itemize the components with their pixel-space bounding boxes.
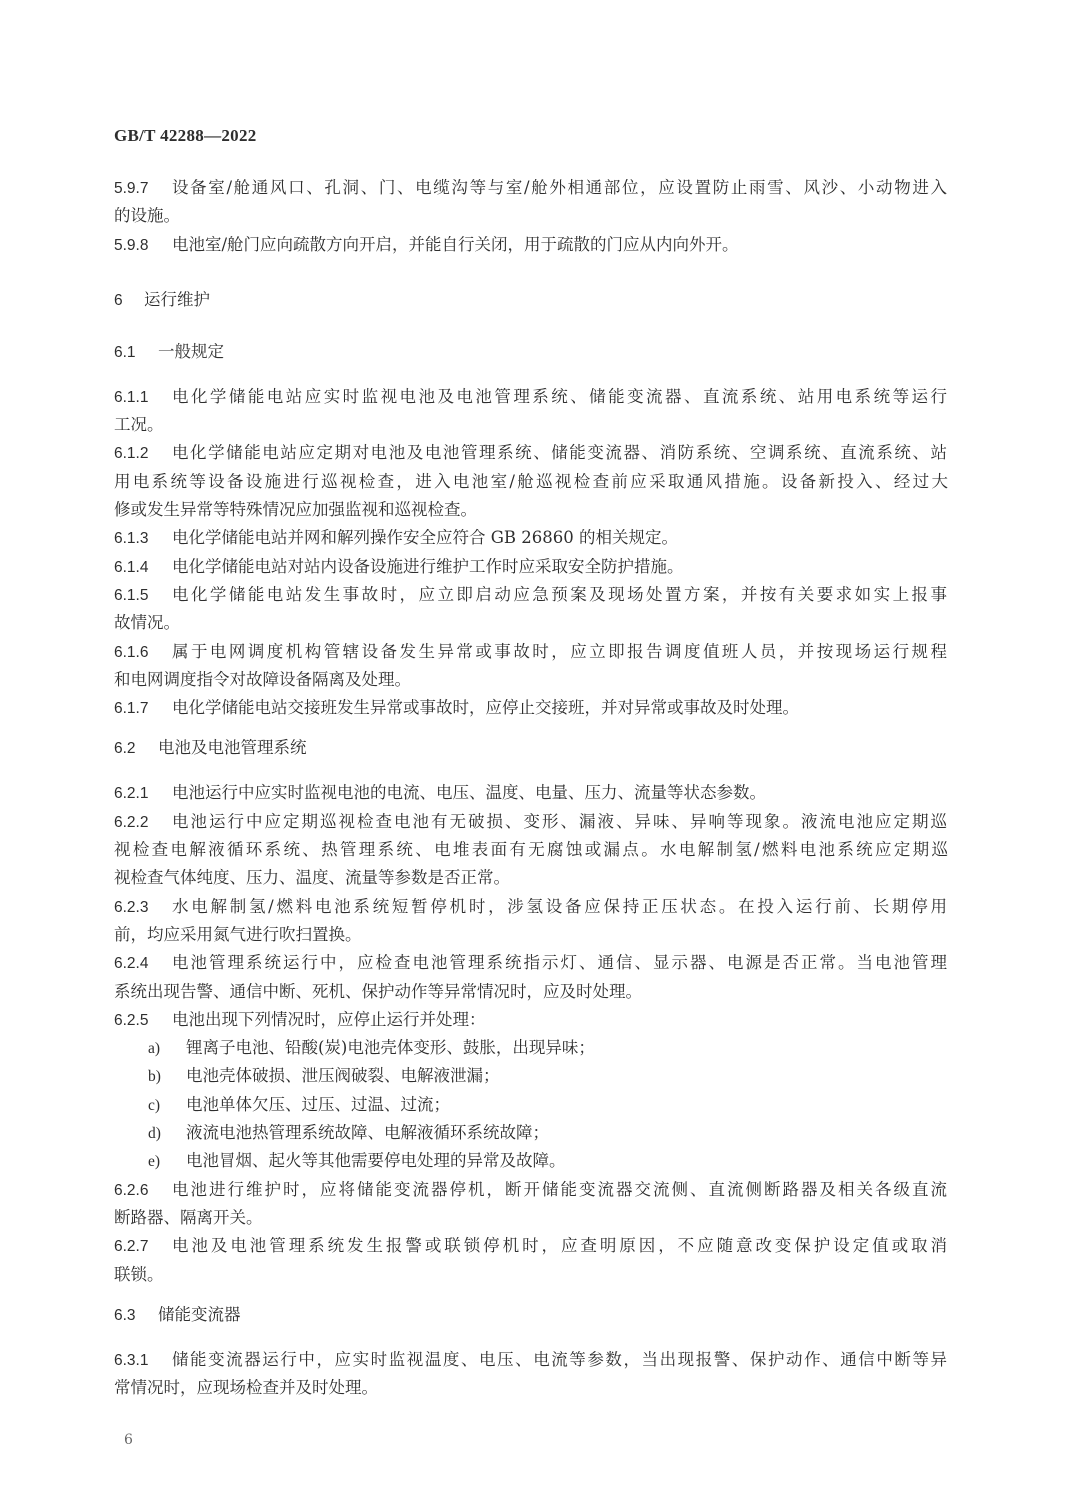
text-line	[114, 1204, 948, 1232]
text-line	[114, 553, 948, 581]
text-line	[114, 978, 948, 1006]
line-text: 电池冒烟、起火等其他需要停电处理的异常及故障。	[186, 1151, 566, 1171]
text-line	[114, 439, 948, 467]
line-text: 电池及电池管理系统发生报警或联锁停机时，应查明原因，不应随意改变保护设定值或取消	[172, 1236, 947, 1256]
clause-paragraph	[114, 524, 948, 552]
text-line	[114, 1176, 948, 1204]
line-text: 电池进行维护时，应将储能变流器停机，断开储能变流器交流侧、直流侧断路器及相关各级直流	[172, 1179, 947, 1199]
line-text: 电化学储能电站对站内设备设施进行维护工作时应采取安全防护措施。	[172, 556, 684, 576]
list-marker: d)	[148, 1125, 161, 1143]
clause-paragraph	[114, 231, 948, 259]
list-marker: c)	[148, 1096, 161, 1114]
section-title: 储能变流器	[158, 1304, 241, 1324]
clause-paragraph	[114, 1176, 948, 1233]
text-line	[148, 1091, 948, 1119]
line-text: 的设施。	[114, 206, 180, 226]
line-text: 电化学储能电站交接班发生异常或事故时，应停止交接班，并对异常或事故及时处理。	[172, 698, 799, 718]
section-heading	[114, 1301, 948, 1329]
text-line	[114, 1006, 948, 1034]
text-line	[114, 231, 948, 259]
line-text: 系统出现告警、通信中断、死机、保护动作等异常情况时，应及时处理。	[114, 981, 642, 1001]
section-title: 电池及电池管理系统	[158, 738, 307, 758]
text-line	[114, 1374, 948, 1402]
clause-paragraph	[114, 638, 948, 695]
text-line	[148, 1034, 948, 1062]
clause-number: 6.2.4	[114, 955, 149, 973]
clause-number: 5.9.7	[114, 180, 149, 197]
line-text: 锂离子电池、铅酸(炭)电池壳体变形、鼓胀，出现异味；	[186, 1038, 595, 1058]
clause-number: 6.1.7	[114, 700, 149, 718]
clause-paragraph	[114, 808, 948, 893]
clause-number: 6.3.1	[114, 1351, 149, 1369]
line-text: 故情况。	[114, 613, 180, 633]
line-text: 设备室/舱通风口、孔洞、门、电缆沟等与室/舱外相通部位，应设置防止雨雪、风沙、小动物进入	[172, 178, 947, 197]
section-number: 6.3	[114, 1306, 136, 1324]
line-text: 液流电池热管理系统故障、电解液循环系统故障；	[186, 1123, 549, 1143]
line-text: 储能变流器运行中，应实时监视温度、电压、电流等参数，当出现报警、保护动作、通信中断等异	[172, 1349, 947, 1369]
section-title: 一般规定	[158, 341, 224, 361]
line-text: 电化学储能电站应实时监视电池及电池管理系统、储能变流器、直流系统、站用电系统等运行	[172, 386, 947, 406]
text-line	[114, 1232, 948, 1260]
line-text: 电化学储能电站并网和解列操作安全应符合 GB 26860 的相关规定。	[172, 528, 679, 548]
text-line	[114, 921, 948, 949]
document-body	[114, 174, 948, 1402]
clause-number: 6.2.1	[114, 785, 149, 803]
clause-number: 6.1.1	[114, 388, 149, 406]
text-line	[114, 411, 948, 439]
clause-paragraph	[114, 174, 948, 231]
text-line	[114, 836, 948, 864]
text-line	[114, 383, 948, 411]
clause-number: 6.1.4	[114, 558, 149, 576]
clause-paragraph	[114, 1232, 948, 1289]
line-text: 视检查电解液循环系统、热管理系统、电堆表面有无腐蚀或漏点。水电解制氢/燃料电池系统应定期巡	[114, 840, 948, 860]
list-item	[114, 1034, 948, 1062]
line-text: 联锁。	[114, 1264, 164, 1284]
line-text: 用电系统等设备设施进行巡视检查，进入电池室/舱巡视检查前应采取通风措施。设备新投入、经过大	[114, 471, 948, 491]
text-line	[114, 468, 948, 496]
clause-number: 6.1.5	[114, 586, 149, 604]
section-number: 6	[114, 291, 123, 309]
clause-paragraph	[114, 694, 948, 722]
line-text: 电化学储能电站发生事故时，应立即启动应急预案及现场处置方案，并按有关要求如实上报事	[172, 584, 947, 604]
line-text: 常情况时，应现场检查并及时处理。	[114, 1378, 378, 1398]
list-marker: b)	[148, 1068, 161, 1086]
section-number: 6.2	[114, 740, 136, 758]
text-line	[114, 1261, 948, 1289]
text-line	[114, 949, 948, 977]
list-marker: a)	[148, 1040, 161, 1058]
page-number: 6	[124, 1432, 133, 1448]
clause-number: 6.2.6	[114, 1181, 149, 1199]
line-text: 工况。	[114, 415, 164, 435]
text-line	[114, 202, 948, 230]
text-line	[114, 609, 948, 637]
list-item	[114, 1119, 948, 1147]
clause-paragraph	[114, 383, 948, 440]
line-text: 断路器、隔离开关。	[114, 1207, 263, 1227]
line-text: 视检查气体纯度、压力、温度、流量等参数是否正常。	[114, 868, 510, 888]
line-text: 水电解制氢/燃料电池系统短暂停机时，涉氢设备应保持正压状态。在投入运行前、长期停用	[172, 896, 947, 916]
line-text: 属于电网调度机构管辖设备发生异常或事故时，应立即报告调度值班人员，并按现场运行规程	[172, 641, 947, 661]
clause-number: 6.2.3	[114, 898, 149, 916]
list-item	[114, 1062, 948, 1090]
clause-paragraph	[114, 439, 948, 524]
line-text: 和电网调度指令对故障设备隔离及处理。	[114, 669, 411, 689]
text-line	[114, 694, 948, 722]
list-marker: e)	[148, 1153, 161, 1171]
document-header-standard-number: GB/T 42288—2022	[114, 126, 257, 145]
section-heading	[114, 338, 948, 366]
clause-paragraph	[114, 581, 948, 638]
list-item	[114, 1091, 948, 1119]
text-line	[114, 864, 948, 892]
text-line	[114, 893, 948, 921]
text-line	[114, 524, 948, 552]
clause-number: 5.9.8	[114, 236, 149, 254]
text-line	[114, 581, 948, 609]
clause-paragraph	[114, 949, 948, 1006]
line-text: 电池室/舱门应向疏散方向开启，并能自行关闭，用于疏散的门应从内向外开。	[172, 234, 739, 254]
line-text: 电池运行中应实时监视电池的电流、电压、温度、电量、压力、流量等状态参数。	[172, 783, 766, 803]
text-line	[114, 1346, 948, 1374]
clause-number: 6.1.3	[114, 530, 149, 548]
clause-paragraph	[114, 1346, 948, 1403]
text-line	[148, 1062, 948, 1090]
list-item	[114, 1147, 948, 1175]
clause-paragraph	[114, 553, 948, 581]
text-line	[114, 779, 948, 807]
text-line	[114, 638, 948, 666]
clause-paragraph	[114, 893, 948, 950]
line-text: 修或发生异常等特殊情况应加强监视和巡视检查。	[114, 500, 477, 520]
line-text: 电池管理系统运行中，应检查电池管理系统指示灯、通信、显示器、电源是否正常。当电池管理	[172, 953, 947, 973]
line-text: 电池运行中应定期巡视检查电池有无破损、变形、漏液、异味、异响等现象。液流电池应定期巡	[172, 811, 947, 831]
section-title: 运行维护	[144, 289, 210, 309]
clause-number: 6.1.2	[114, 445, 149, 463]
line-text: 电池单体欠压、过压、过温、过流；	[186, 1094, 450, 1114]
line-text: 电化学储能电站应定期对电池及电池管理系统、储能变流器、消防系统、空调系统、直流系统、站	[172, 443, 947, 463]
line-text: 电池壳体破损、泄压阀破裂、电解液泄漏；	[186, 1066, 500, 1086]
clause-number: 6.1.6	[114, 643, 149, 661]
text-line	[114, 808, 948, 836]
text-line	[114, 496, 948, 524]
clause-paragraph	[114, 779, 948, 807]
line-text: 前，均应采用氮气进行吹扫置换。	[114, 924, 362, 944]
clause-number: 6.2.5	[114, 1011, 149, 1029]
text-line	[148, 1147, 948, 1175]
clause-paragraph	[114, 1006, 948, 1034]
section-heading	[114, 286, 948, 314]
clause-number: 6.2.7	[114, 1238, 149, 1256]
section-number: 6.1	[114, 343, 136, 361]
text-line	[114, 174, 948, 202]
section-heading	[114, 734, 948, 762]
text-line	[148, 1119, 948, 1147]
text-line	[114, 666, 948, 694]
line-text: 电池出现下列情况时，应停止运行并处理：	[172, 1009, 486, 1029]
clause-number: 6.2.2	[114, 813, 149, 831]
